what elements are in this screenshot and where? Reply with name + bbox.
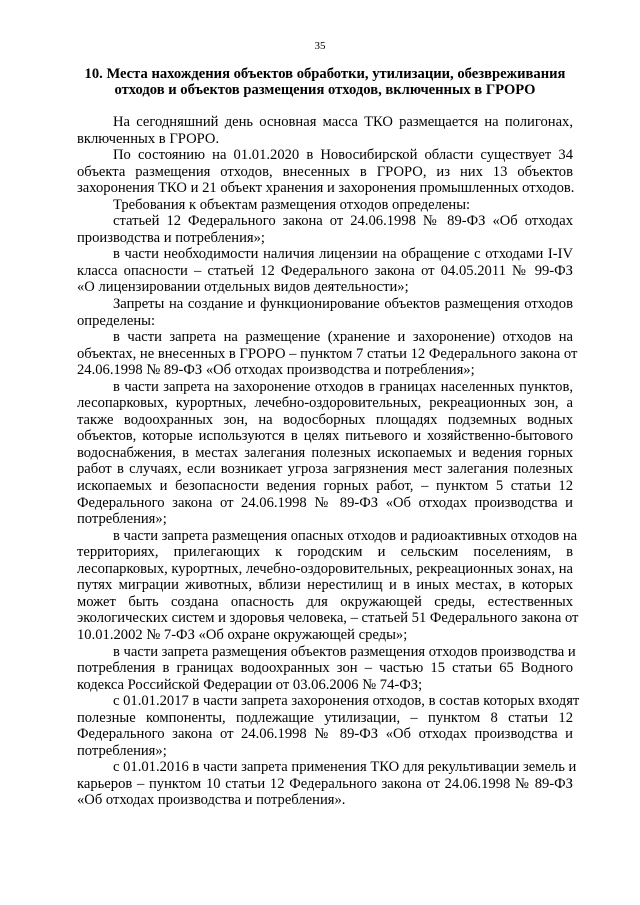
paragraph-line: лесопарковых, курортных, лечебно-оздоровительных, рекреационных зонах, на — [77, 560, 574, 577]
paragraph-line: работ в случаях, если возникает угроза загрязнения мест залегания полезных — [77, 461, 573, 478]
section-title-line: 10. Места нахождения объектов обработки, утилизации, обезвреживания — [84, 66, 566, 82]
paragraph-line: 10.01.2002 № 7-ФЗ «Об охране окружающей среды»; — [77, 626, 408, 643]
paragraph-line: в части необходимости наличия лицензии на обращение с отходами I-IV — [113, 246, 573, 263]
paragraph-line: Требования к объектам размещения отходов определены: — [113, 196, 471, 213]
paragraph — [77, 114, 573, 147]
paragraph-line: также водоохранных зон, на водосборных площадях подземных водных — [77, 411, 573, 428]
paragraph-line: Федерального закона от 24.06.1998 № 89-ФЗ «Об отходах производства и — [77, 494, 573, 511]
paragraph-line: класса опасности – статьей 12 Федерального закона от 04.05.2011 № 99-ФЗ — [77, 262, 573, 279]
paragraph — [77, 693, 580, 759]
paragraph-line: в части запрета размещения объектов размещения отходов производства и — [113, 643, 576, 660]
paragraph-line: На сегодняшний день основная масса ТКО размещается на полигонах, — [113, 114, 573, 130]
paragraph — [77, 147, 573, 197]
paragraph-line: потребления»; — [77, 742, 167, 759]
paragraph-line: в части запрета на размещение (хранение и захоронение) отходов на — [113, 329, 573, 346]
paragraph-line: водоснабжения, в местах залегания полезных ископаемых и ведения горных — [77, 444, 573, 461]
paragraph-line: производства и потребления»; — [77, 229, 265, 246]
paragraph — [77, 246, 573, 296]
paragraph-line: потребления»; — [77, 511, 167, 528]
paragraph-line: «Об отходах производства и потребления». — [77, 792, 346, 809]
paragraph-line: территориях, прилегающих к городским и сельским поселениям, в — [77, 544, 573, 561]
paragraph-line: в части запрета на захоронение отходов в границах населенных пунктов, — [113, 378, 573, 395]
paragraph-line: объекта размещения отходов, внесенных в ГРОРО, из них 13 объектов — [77, 163, 573, 180]
paragraph-line: включенных в ГРОРО. — [77, 130, 220, 147]
section-title-line: отходов и объектов размещения отходов, включенных в ГРОРО — [114, 82, 536, 98]
paragraph-line: лесопарковых, курортных, лечебно-оздоровительных, рекреационных зон, а — [77, 395, 573, 412]
paragraph-line: Федерального закона от 24.06.1998 № 89-ФЗ «Об отходах производства и — [77, 726, 573, 743]
page-number: 35 — [314, 40, 326, 52]
paragraph-line: захоронения ТКО и 21 объект хранения и захоронения промышленных отходов. — [77, 180, 575, 197]
paragraph-line: путях миграции животных, вблизи нерестилищ и в иных местах, в которых — [77, 577, 573, 594]
paragraph-line: Запреты на создание и функционирование объектов размещения отходов — [113, 296, 573, 313]
paragraph-line: с 01.01.2016 в части запрета применения ТКО для рекультивации земель и — [113, 759, 577, 776]
paragraph-line: может быть создана опасность для окружающей среды, естественных — [77, 593, 573, 610]
paragraph — [77, 329, 578, 379]
paragraph — [77, 643, 576, 694]
paragraph — [77, 759, 577, 809]
section-title — [78, 66, 572, 98]
paragraph-line: статьей 12 Федерального закона от 24.06.1998 № 89-ФЗ «Об отходах — [113, 213, 573, 230]
paragraph — [77, 296, 573, 329]
paragraph — [77, 197, 573, 214]
paragraph-line: полезные компоненты, подлежащие утилизации, – пунктом 8 статьи 12 — [77, 709, 573, 726]
paragraph-line: «О лицензировании отдельных видов деятельности»; — [77, 279, 409, 296]
paragraph-line: с 01.01.2017 в части запрета захоронения отходов, в состав которых входят — [113, 693, 580, 710]
paragraph-line: кодекса Российской Федерации от 03.06.2006 № 74-ФЗ; — [77, 676, 423, 693]
paragraph — [77, 379, 573, 528]
paragraph-line: определены: — [77, 312, 156, 329]
paragraph-line: По состоянию на 01.01.2020 в Новосибирской области существует 34 — [113, 147, 573, 164]
paragraph-line: экологических систем и здоровья человека, – статьей 51 Федерального закона от — [77, 610, 579, 627]
paragraph-line: потребления в границах водоохранных зон – частью 15 статьи 65 Водного — [77, 660, 573, 677]
document-body — [77, 114, 580, 809]
paragraph — [77, 213, 573, 246]
paragraph-line: объектах, не внесенных в ГРОРО – пунктом 7 статьи 12 Федерального закона от — [77, 345, 578, 362]
paragraph-line: ископаемых и безопасности ведения горных работ, – пунктом 5 статьи 12 — [77, 478, 573, 495]
paragraph-line: 24.06.1998 № 89-ФЗ «Об отходах производства и потребления»; — [77, 362, 475, 379]
paragraph-line: карьеров – пунктом 10 статьи 12 Федерального закона от 24.06.1998 № 89-ФЗ — [77, 775, 573, 792]
paragraph — [77, 527, 579, 644]
paragraph-line: объектов, которые используются в целях питьевого и хозяйственно-бытового — [77, 428, 573, 445]
paragraph-line: в части запрета размещения опасных отходов и радиоактивных отходов на — [113, 527, 578, 544]
